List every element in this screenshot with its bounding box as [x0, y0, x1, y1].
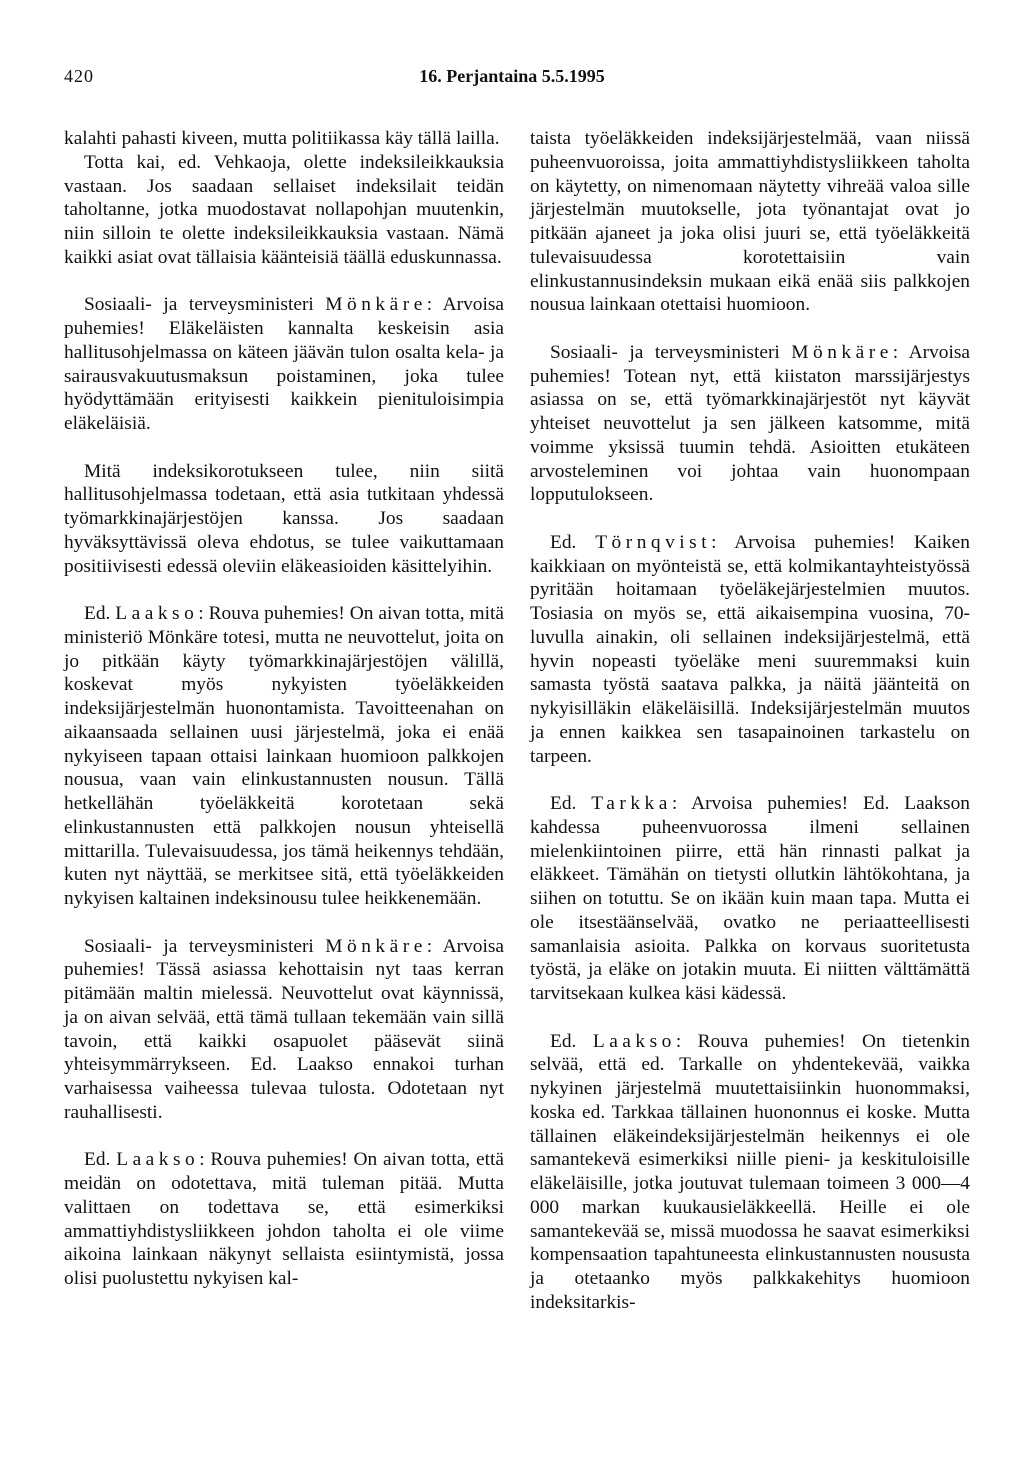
speaker-name: Tarkka: [591, 793, 672, 814]
speaker-title: Sosiaali- ja terveysministeri: [84, 935, 326, 957]
speaker-title: Sosiaali- ja terveysministeri: [550, 341, 792, 363]
paragraph: Totta kai, ed. Vehkaoja, olette indeksileikkauksia vastaan. Jos saadaan sellaiset indeksilait teidän taholtanne, jotka muodostavat nollapohjan muutenkin, niin silloin te olette indeksileikkauksia vastaan. Nämä kaikki asiat ovat tällaisia käänteisiä täällä eduskunnassa.: [64, 151, 504, 268]
speaker-title: Sosiaali- ja terveysministeri: [84, 294, 326, 316]
speech-paragraph: [530, 1030, 970, 1315]
speech-text: : Arvoisa puhemies! Kaiken kaikkiaan on myönteistä se, että kolmikantayhteistyössä pyritään hoitamaan työeläkejärjestelmien muutos. Tosiasia on myös se, että aikaisempina vuosina, 70-luvulla ainakin, oli sellainen indeksijärjestelmä, että hyvin nopeasti työeläke meni suuremmaksi kuin samasta työstä saatava palkka, ja näitä jäänteitä on nykyisilläkin eläkeläisillä. Indeksijärjestelmän muutos ja ennen kaikkea sen tasapainoinen tarkastelu on tarpeen.: [530, 531, 970, 767]
speaker-name: Laakso: [592, 1030, 676, 1052]
speaker-title: Ed.: [550, 1030, 593, 1052]
speaker-name: Laakso: [115, 603, 199, 624]
speech-text: : Arvoisa puhemies! Eläkeläisten kannalta keskeisin asia hallitusohjelmassa on käteen jäävän tulon osalta kela- ja sairausvakuutusmaksun poistaminen, joka tulee hyödyttämään erityisesti kaikkein pienituloisimpia eläkeläisiä.: [64, 294, 505, 434]
speech-paragraph: [64, 293, 504, 436]
page-number: 420: [64, 66, 94, 86]
running-header: 16. Perjantaina 5.5.1995: [419, 66, 605, 86]
speaker-title: Ed.: [84, 603, 116, 624]
speech-paragraph: [530, 341, 970, 507]
paragraph: taista työeläkkeiden indeksijärjestelmää, vaan niissä puheenvuoroissa, joita ammattiyhdistysliikkeen taholta on käytetty, on nimenomaan näytetty vihreää valoa sille järjestelmän muutokselle, jota työnantajat ovat jo pitkään ajaneet ja joka olisi juuri se, että työeläkkeitä tulevaisuudessa korotettaisiin vain elinkustannusindeksin mukaan eikä enää siis palkkojen nousua lainkaan otettaisi huomioon.: [530, 128, 970, 316]
speech-paragraph: [530, 531, 970, 769]
speech-paragraph: [64, 602, 504, 911]
speech-text: : Rouva puhemies! On tietenkin selvää, että ed. Tarkalle on yhdentekevää, vaikka nykyinen järjestelmä muutettaisiinkin huonommaksi, koska ed. Tarkkaa tällainen huononnus ei koske. Mutta tällainen eläkeindeksijärjestelmän heikennys ei ole samantekevä esimerkiksi niille pieni- ja keskituloisille eläkeläisille, jotka joutuvat tulemaan toimeen 3 000—4 000 markan kuukausieläkkeellä. Heille ei ole samantekevää se, missä muodossa he saavat esimerkiksi kompensaation tapahtuneesta elinkustannusten noususta ja otetaanko myös palkkakehitys huomioon indeksitarkis-: [530, 1030, 970, 1313]
speech-paragraph: [530, 792, 970, 1006]
speaker-title: Ed.: [84, 1149, 117, 1171]
speaker-name: Laakso: [116, 1149, 200, 1171]
speech-text: : Rouva puhemies! On aivan totta, että meidän on odotettava, mitä tuleman pitää. Mutta valittaen on todettava se, että esimerkiksi ammattiyhdistysliikkeen johdon taholta ei ole viime aikoina lainkaan näkynyt sellaista esiintymistä, jossa olisi puolustettu nykyisen kal-: [64, 1149, 504, 1289]
speaker-name: Mönkäre: [325, 935, 427, 957]
speaker-title: Ed.: [550, 793, 592, 814]
speech-paragraph: [64, 1148, 504, 1291]
paragraph: Mitä indeksikorotukseen tulee, niin siitä hallitusohjelmassa todetaan, että asia tutkitaan yhdessä työmarkkinajärjestöjen kanssa. Jos saadaan hyväksyttävissä oleva ehdotus, se tulee vaikuttamaan positiivisesti edessä oleviin eläkeasioiden käsittelyihin.: [64, 460, 504, 577]
right-column: [530, 127, 970, 1315]
left-column: [64, 127, 504, 1291]
speaker-name: Mönkäre: [791, 341, 893, 363]
speaker-name: Mönkäre: [325, 294, 427, 316]
speech-paragraph: [64, 935, 504, 1125]
speaker-name: Törnqvist: [595, 531, 712, 553]
speech-text: : Rouva puhemies! On aivan totta, mitä ministeriö Mönkäre totesi, mutta ne neuvottelut, joita on jo pitkään käyty työmarkkinajärjestöjen välillä, koskevat myös nykyisten työeläkkeiden indeksijärjestelmän huonontamista. Tavoitteenahan on aikaansaada sellainen uusi järjestelmä, joka ei enää nykyiseen tapaan ottaisi lainkaan huomioon palkkojen nousua, vaan vain elinkustannusten nousun. Tällä hetkellähän työeläkkeitä korotetaan sekä elinkustannusten että palkkojen nousun yhteisellä mittarilla. Tulevaisuudessa, jos tämä heikennys tehdään, kuten nyt näyttää, se merkitsee sitä, että työeläkkeiden nykyisen kaltainen indeksinousu tulee heikkenemään.: [64, 603, 504, 909]
speaker-title: Ed.: [550, 531, 596, 553]
speech-text: : Arvoisa puhemies! Totean nyt, että kiistaton marssijärjestys asiassa on se, että työmarkkinajärjestöt nyt käyvät yhteiset neuvottelut ja sen jälkeen katsomme, mitä voimme yksissä tuumin tehdä. Asioitten etukäteen arvosteleminen voi johtaa vain huonompaan lopputulokseen.: [530, 341, 971, 506]
paragraph: kalahti pahasti kiveen, mutta politiikassa käy tällä lailla.: [64, 128, 500, 149]
speech-text: : Arvoisa puhemies! Tässä asiassa kehottaisin nyt taas kerran pitämään maltin mielessä. Neuvottelut ovat käynnissä, ja on aivan selvää, että tämä tullaan tekemään vain sillä tavoin, että kaikki osapuolet pääsevät siinä yhteisymmärrykseen. Ed. Laakso ennakoi turhan varhaisessa vaiheessa tulevaa tulosta. Odotetaan nyt rauhallisesti.: [64, 935, 505, 1123]
speech-text: : Arvoisa puhemies! Ed. Laakson kahdessa puheenvuorossa ilmeni sellainen mielenkiintoinen piirre, että hän rinnasti palkat ja eläkkeet. Tämähän on tietysti ollutkin lähtökohtana, ja siihen on totuttu. Se on ikään kuin maan tapa. Mutta ei ole itsestäänselvää, ovatko ne periaatteellisesti samanlaisia asioita. Palkka on korvaus suoritetusta työstä, ja eläke on jotakin muuta. Ei niitten välttämättä tarvitsekaan kulkea käsi kädessä.: [530, 793, 970, 1004]
